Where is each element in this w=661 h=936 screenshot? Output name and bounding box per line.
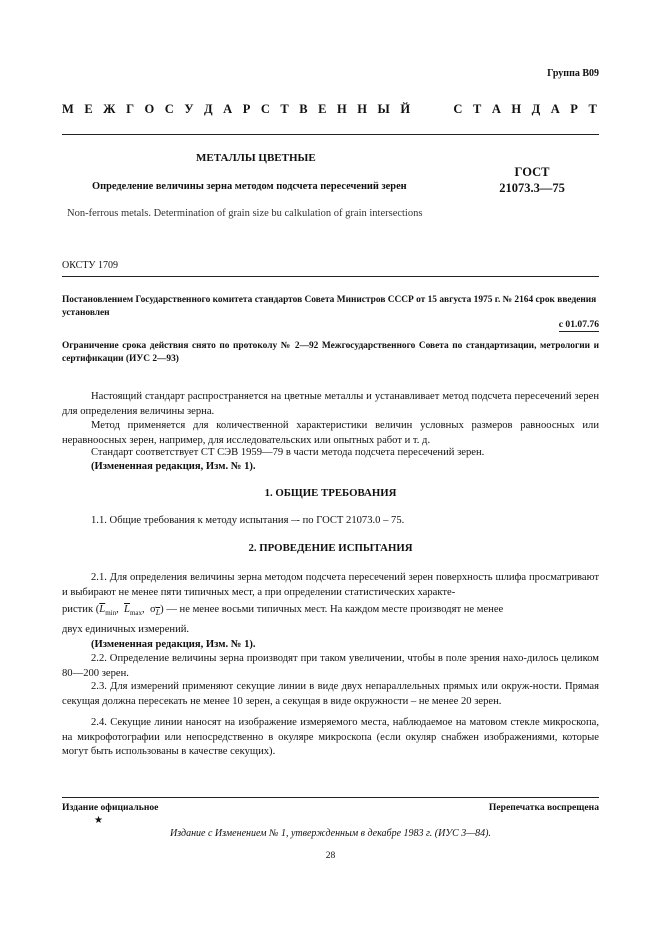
group-code: Группа В09 — [547, 68, 599, 79]
okstu-code: ОКСТУ 1709 — [62, 260, 119, 271]
clause-2-1-amendment: (Измененная редакция, Изм. № 1). — [91, 639, 256, 650]
clause-2-1-part-b: ристик ($\overline{L}_{min}$, $\overline{L}_{max}$, $\sigma_{\overline{L}}$) — не менее восьми типичных мест. На каждом месте производят не менее — [62, 604, 504, 618]
banner-interstate: М Е Ж Г О С У Д А Р С Т В Е Н Н Ы Й — [62, 102, 413, 116]
footer-rule — [62, 797, 599, 798]
decree-date: с 01.07.76 — [558, 319, 599, 330]
section-2-heading: 2. ПРОВЕДЕНИЕ ИСПЫТАНИЯ — [248, 542, 413, 554]
intro-paragraph-3: Стандарт соответствует СТ СЭВ 1959—79 в части метода подсчета пересечений зерен. — [91, 447, 485, 458]
document-subtitle: Определение величины зерна методом подсчета пересечений зерен — [92, 181, 407, 192]
banner-standard: С Т А Н Д А Р Т — [453, 102, 599, 116]
gost-label: ГОСТ — [514, 165, 550, 179]
decree-text: Постановлением Государственного комитета стандартов Совета Министров СССР от 15 августа 1975 г. № 2164 срок введения установлен — [62, 295, 597, 318]
subscript-min: min — [105, 609, 117, 618]
clause-2-1-part-c: двух единичных измерений. — [62, 624, 190, 635]
clause-2-2: 2.2. Определение величины зерна производят при таком увеличении, чтобы в поле зрения нахо-дилось целиком 80—200 зерен. — [62, 653, 599, 679]
clause-1-1: 1.1. Общие требования к методу испытания –- по ГОСТ 21073.0 – 75. — [91, 515, 405, 526]
intro-paragraph-2: Метод применяется для количественной характеристики величин условных размеров равноосных или неравноосных зерен, например, для исследовательских или опытных работ и т. д. — [62, 420, 599, 446]
intro-amendment: (Измененная редакция, Изм. № 1). — [91, 461, 256, 472]
gost-number: 21073.3—75 — [499, 181, 565, 195]
mean-l-symbol-min: $\overline{L}$ — [99, 604, 106, 615]
mean-l-symbol-max: $\overline{L}$ — [124, 604, 130, 615]
intro-paragraph-1: Настоящий стандарт распространяется на цветные металлы и устанавливает метод подсчета пересечений зерен для определения величины зерна. — [62, 391, 599, 417]
restriction-text: Ограничение срока действия снято по протоколу № 2—92 Межгосударственного Совета по стандартизации, метрологии и сертификации (ИУС 2—93) — [62, 341, 599, 364]
subscript-max: max — [129, 609, 143, 618]
clause-2-1-lead: ристик ( — [62, 604, 100, 615]
clause-2-4: 2.4. Секущие линии наносят на изображение измеряемого места, наблюдаемое на матовом стекле микроскопа, на микрофотографии или непосредственно в окуляре микроскопа (если окуляр снабжен изображениями, которые могут быть использованы в качестве секущих). — [62, 717, 599, 758]
page-number: 28 — [325, 850, 336, 861]
section-1-heading: 1. ОБЩИЕ ТРЕБОВАНИЯ — [264, 487, 397, 499]
sigma-subscript-l: L — [155, 608, 161, 618]
clause-2-1-tail: ) — не менее восьми типичных мест. На каждом месте производят не менее — [160, 604, 504, 615]
reprint-prohibited: Перепечатка воспрещена — [488, 802, 599, 813]
clause-2-1-part-a: 2.1. Для определения величины зерна методом подсчета пересечений зерен поверхность шлифа просматривают и выбирают не менее пяти типичных мест, а при определении статистических характе- — [62, 572, 599, 598]
english-title: Non-ferrous metals. Determination of grain size bu calkulation of grain intersections — [67, 208, 423, 219]
header-rule — [62, 134, 599, 135]
okstu-rule — [62, 276, 599, 277]
sigma-symbol: σ — [149, 604, 156, 615]
document-title: МЕТАЛЛЫ ЦВЕТНЫЕ — [196, 152, 316, 164]
official-edition: Издание официальное — [62, 802, 159, 813]
clause-2-3: 2.3. Для измерений применяют секущие линии в виде двух непараллельных прямых или окруж-ности. Прямая секущая должна пересекать не менее 10 зерен, а секущая в виде окружности – не менее 20 зерен. — [62, 681, 599, 707]
edition-note: Издание с Изменением № 1, утвержденным в декабре 1983 г. (ИУС 3—84). — [170, 828, 491, 839]
star-mark: ★ — [94, 815, 103, 826]
